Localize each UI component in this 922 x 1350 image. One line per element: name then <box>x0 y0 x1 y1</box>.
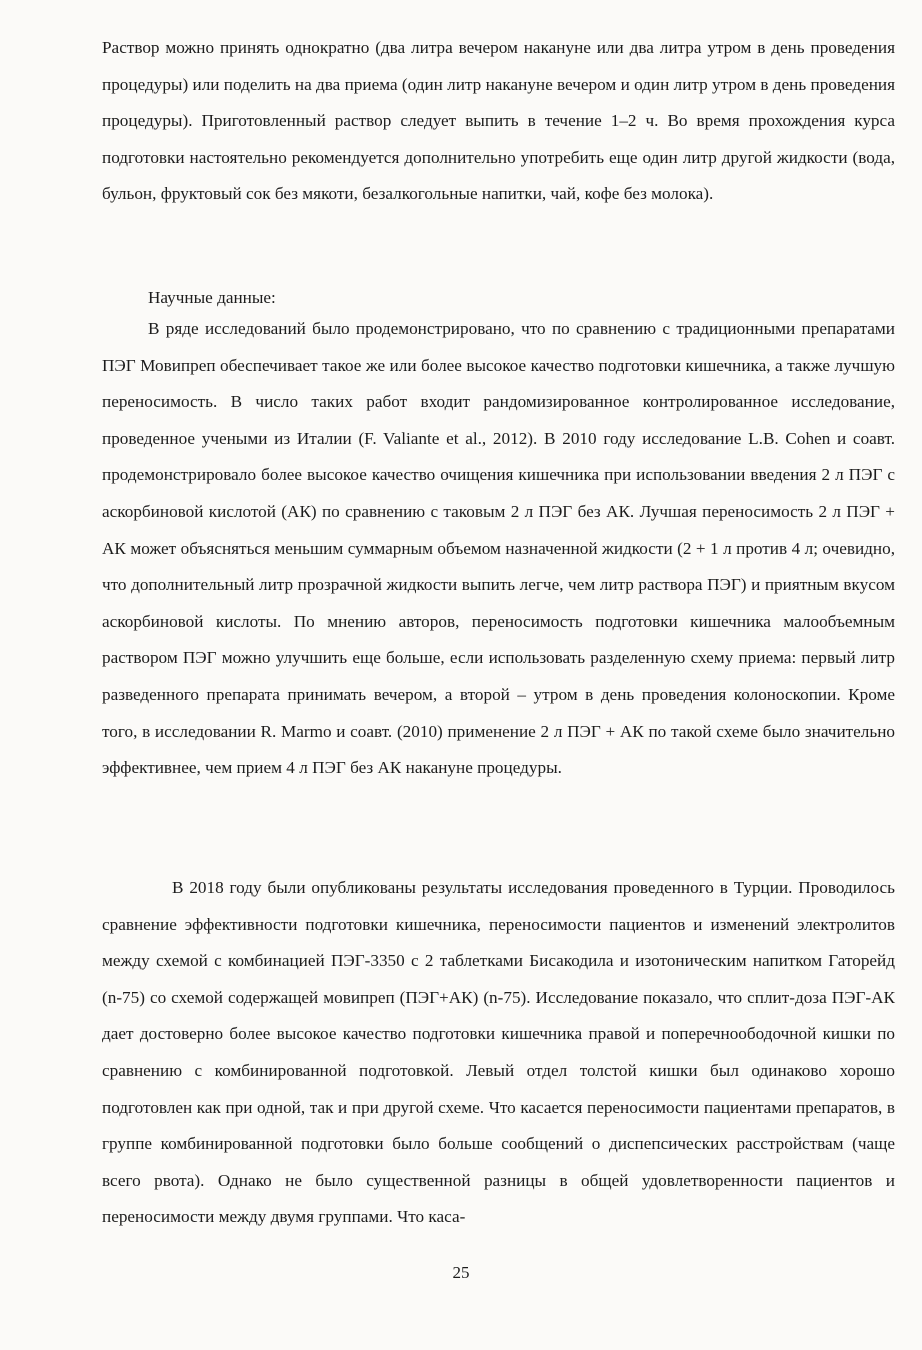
paragraph-preparation-instructions: Раствор можно принять однократно (два литра вечером накануне или два литра утром в день проведения процедуры) или поделить на два приема (один литр накануне вечером и один литр утром в день проведения процедуры). Приготовленный раствор следует выпить в течение 1–2 ч. Во время прохождения курса подготовки настоятельно рекомендуется дополнительно употребить еще один литр другой жидкости (вода, бульон, фруктовый сок без мякоти, безалкогольные напитки, чай, кофе без молока). <box>102 38 895 204</box>
section-heading: Научные данные: <box>148 288 276 307</box>
paragraph-scientific-data: В ряде исследований было продемонстрировано, что по сравнению с традиционными препаратами ПЭГ Мовипреп обеспечивает такое же или более высокое качество подготовки кишечника, а также лучшую переносимость. В число таких работ входит рандомизированное контролированное исследование, проведенное учеными из Италии (F. Valiante et al., 2012). В 2010 году исследование L.B. Cohen и соавт. продемонстрировало более высокое качество очищения кишечника при использовании введения 2 л ПЭГ с аскорбиновой кислотой (АК) по сравнению с таковым 2 л ПЭГ без АК. Лучшая переносимость 2 л ПЭГ + АК может объясняться меньшим суммарным объемом назначенной жидкости (2 + 1 л против 4 л; очевидно, что дополнительный литр прозрачной жидкости выпить легче, чем литр раствора ПЭГ) и приятным вкусом аскорбиновой кислоты. По мнению авторов, переносимость подготовки кишечника малообъемным раствором ПЭГ можно улучшить еще больше, если использовать разделенную схему приема: первый литр разведенного препарата принимать вечером, а второй – утром в день проведения колоноскопии. Кроме того, в исследовании R. Marmo и соавт. (2010) применение 2 л ПЭГ + АК по такой схеме было значительно эффективнее, чем прием 4 л ПЭГ без АК накануне процедуры. <box>102 319 895 778</box>
paragraph-turkey-study: В 2018 году были опубликованы результаты исследования проведенного в Турции. Проводилось сравнение эффективности подготовки кишечника, переносимости пациентов и изменений электролитов между схемой с комбинацией ПЭГ-3350 с 2 таблетками Бисакодила и изотоническим напитком Гаторейд (n-75) со схемой содержащей мовипреп (ПЭГ+АК) (n-75). Исследование показало, что сплит-доза ПЭГ-АК дает достоверно более высокое качество подготовки кишечника правой и поперечноободочной кишки по сравнению с комбинированной подготовкой. Левый отдел толстой кишки был одинаково хорошо подготовлен как при одной, так и при другой схеме. Что касается переносимости пациентами препаратов, в группе комбинированной подготовки было больше сообщений о диспепсических расстройствам (чаще всего рвота). Однако не было существенной разницы в общей удовлетворенности пациентов и переносимости между двумя группами. Что каса- <box>102 878 895 1227</box>
page-number: 25 <box>452 1263 470 1282</box>
